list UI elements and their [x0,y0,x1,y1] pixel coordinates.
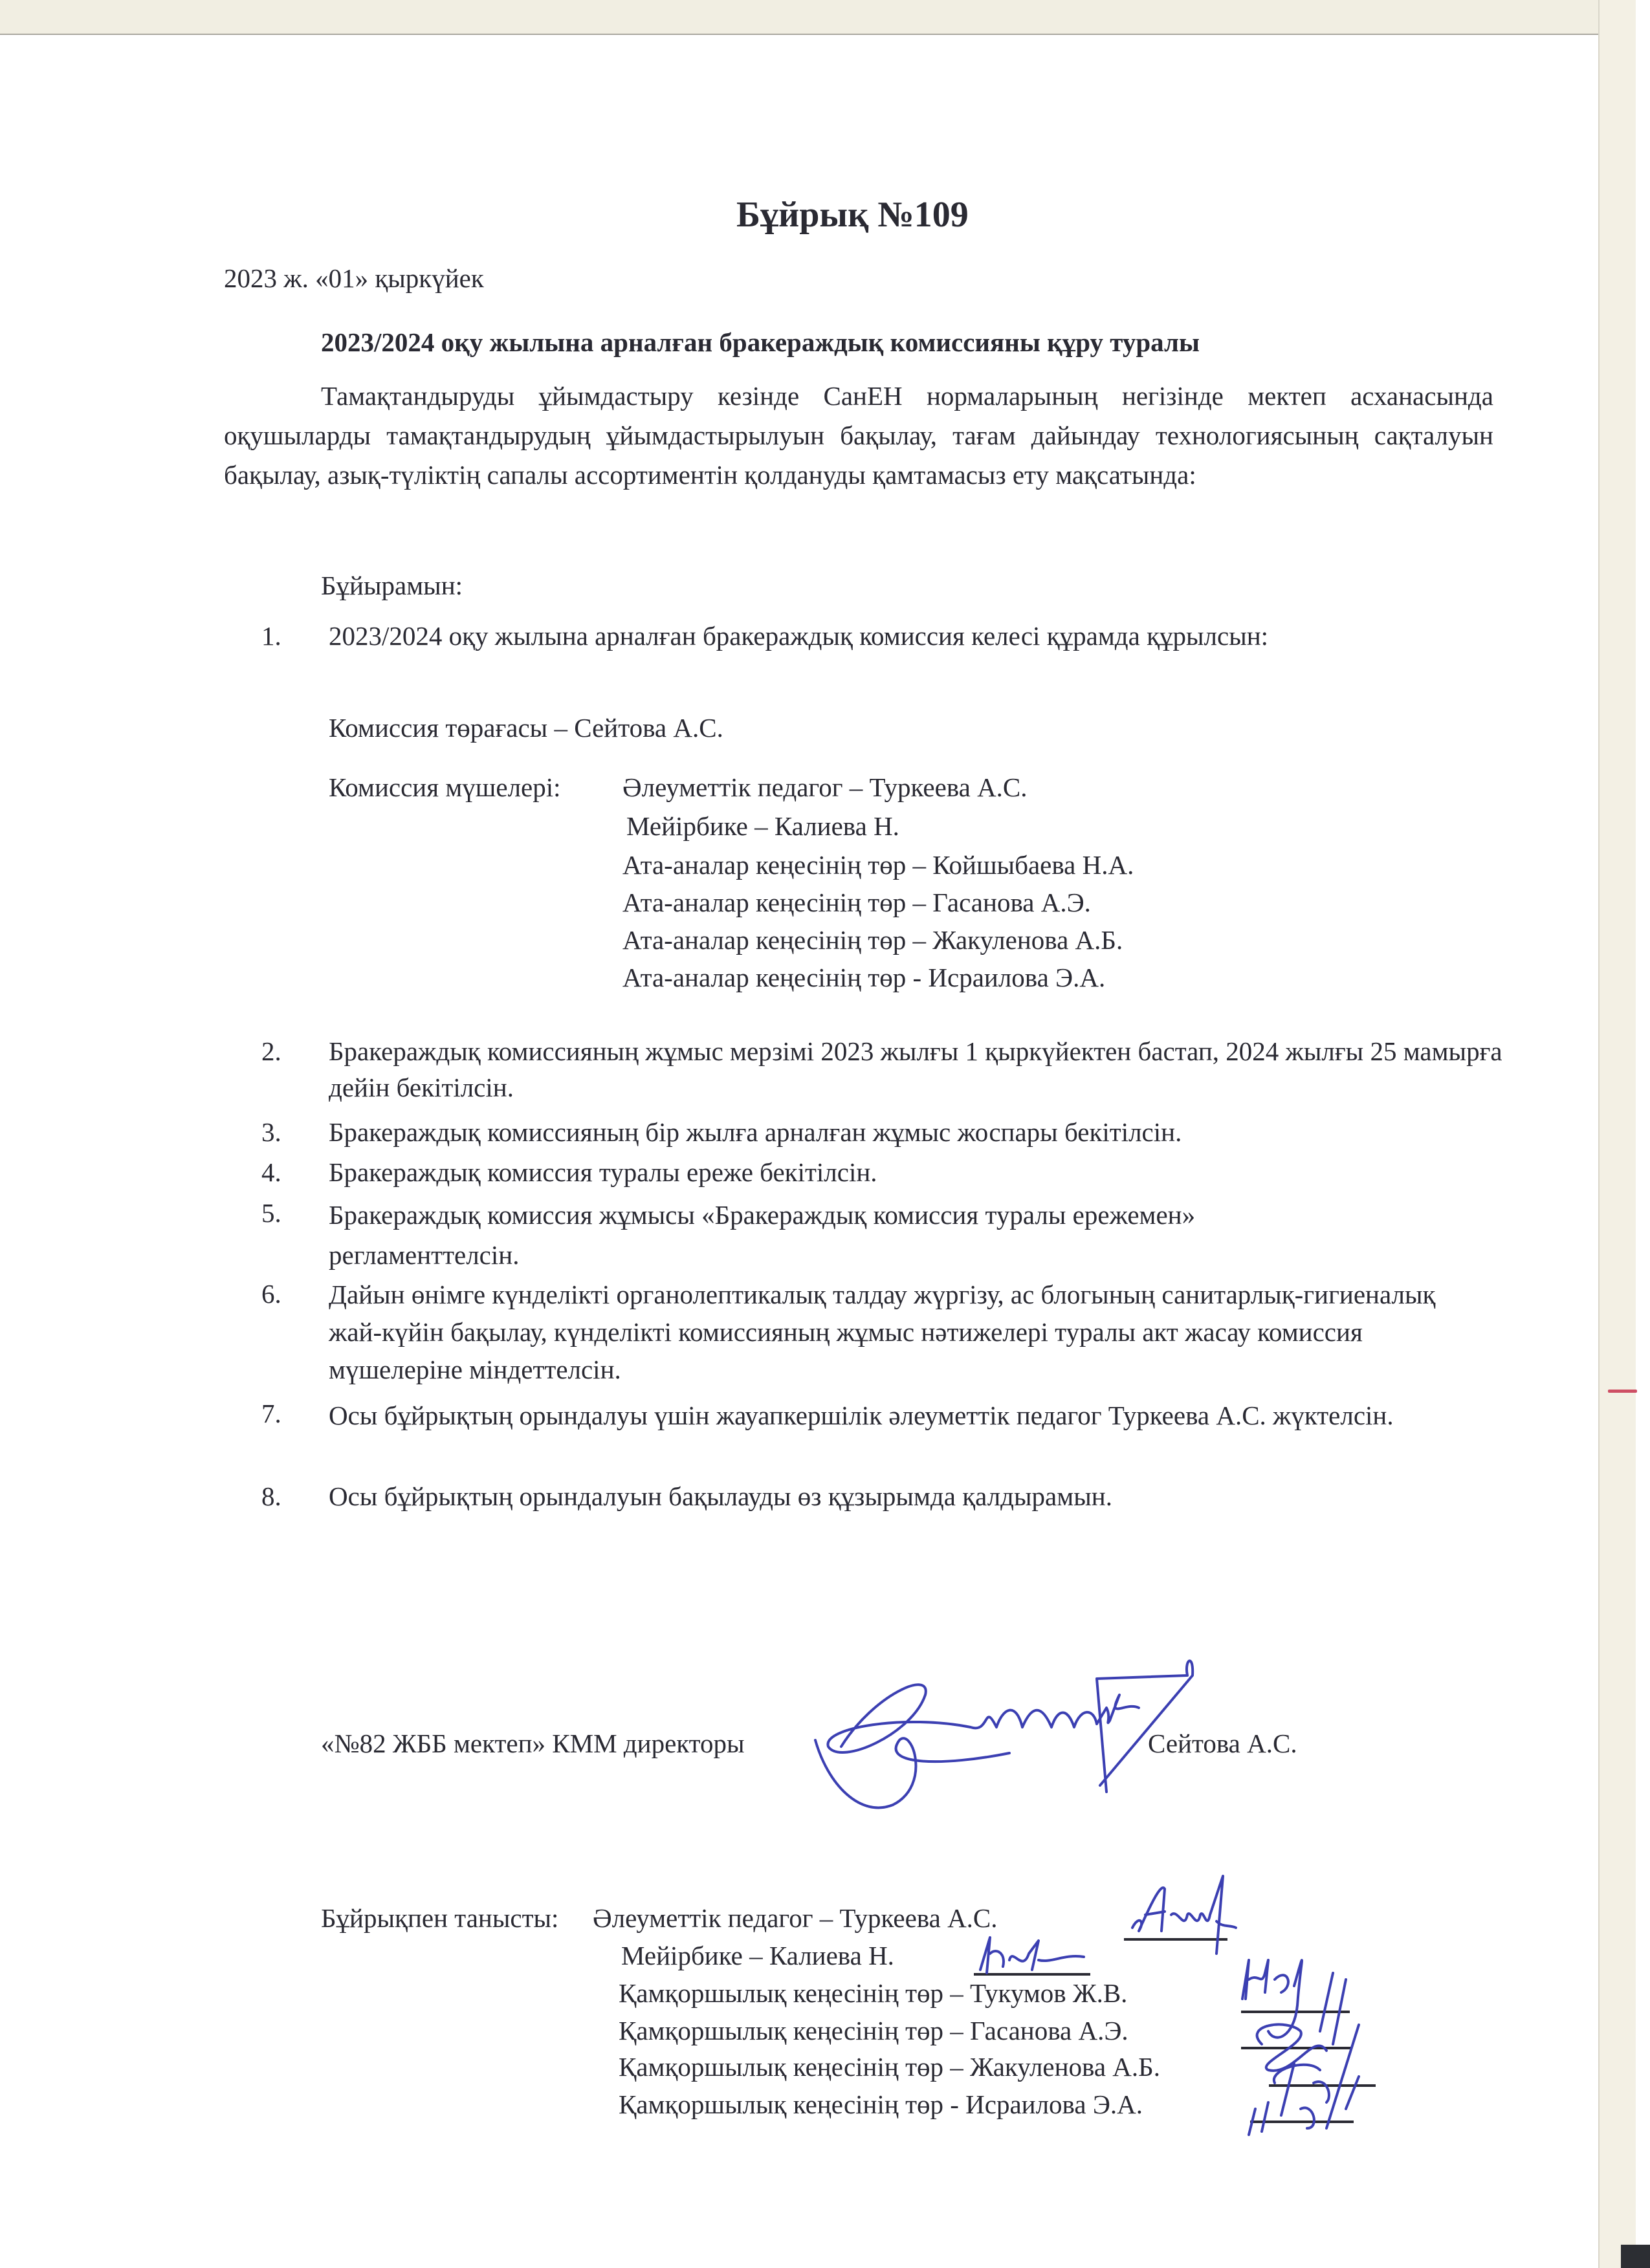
commission-member: Ата-аналар кеңесінің төр – Жакуленова А.Б. [622,925,1123,955]
commission-chair: Комиссия төрағасы – Сейтова А.С. [329,713,723,743]
item-number: 7. [261,1399,281,1428]
margin-red-mark [1608,1390,1637,1393]
item-number: 5. [261,1198,281,1228]
order-item: Осы бұйрықтың орындалуы үшін жауапкершілік әлеуметтік педагог Туркеева А.С. жүктелсін. [329,1401,1394,1430]
acknowledgment-label: Бұйрықпен танысты: [321,1903,559,1933]
scanner-edge [1636,0,1650,2268]
commission-member: Мейірбике – Калиева Н. [626,811,899,841]
order-item: Осы бұйрықтың орындалуын бақылауды өз құзырымда қалдырамын. [329,1481,1112,1511]
commission-member: Ата-аналар кеңесінің төр – Койшыбаева Н.А. [622,850,1134,880]
director-signature [802,1656,1255,1818]
item-number: 8. [261,1481,281,1511]
signature-kalieva [974,1934,1097,1986]
order-item: Бракераждық комиссияның жұмыс мерзімі 2023 жылғы 1 қыркүйектен бастап, 2024 жылғы 25 мамырға дейін бекітілсін. [329,1036,1502,1102]
signature-turkeeva [1126,1876,1255,1954]
acknowledgment-person: Мейірбике – Калиева Н. [621,1941,894,1970]
commission-member: Ата-аналар кеңесінің төр - Исраилова Э.А. [622,963,1106,992]
document-title: Бұйрық №109 [736,195,969,235]
document-subject: 2023/2024 оқу жылына арналған бракераждық комиссияны құру туралы [321,327,1200,357]
acknowledgment-person: Қамқоршылық кеңесінің төр – Жакуленова А.Б. [619,2052,1160,2082]
signature-council-members [1229,1947,1378,2135]
preamble-paragraph: Тамақтандыруды ұйымдастыру кезінде СанЕН нормаларының негізінде мектеп асханасында оқушыларды тамақтандырудың ұйымдастырылуын бақылау, тағам дайындау технологиясының сақталуын бақылау, азық-түліктің сапалы ассортиментін қолдануды қамтамасыз ету мақсатында: [224,381,1493,490]
scanner-border-right [1598,0,1637,2268]
commission-member: Әлеуметтік педагог – Туркеева А.С. [622,772,1028,802]
director-name: Сейтова А.С. [1148,1728,1297,1758]
order-item: Бракераждық комиссия жұмысы «Бракераждық комиссия туралы ережемен» регламенттелсін. [329,1200,1196,1270]
order-item: 2023/2024 оқу жылына арналған бракераждық комиссия келесі құрамда құрылсын: [329,621,1269,651]
acknowledgment-person: Қамқоршылық кеңесінің төр – Тукумов Ж.В. [619,1978,1128,2008]
commission-members-label: Комиссия мүшелері: [329,772,561,802]
item-number: 4. [261,1157,281,1187]
order-word: Бұйырамын: [321,571,463,600]
acknowledgment-person: Әлеуметтік педагог – Туркеева А.С. [593,1903,998,1933]
document-date: 2023 ж. «01» қыркүйек [224,263,484,293]
item-number: 1. [261,621,281,651]
acknowledgment-person: Қамқоршылық кеңесінің төр – Гасанова А.Э. [619,2016,1128,2045]
order-item: Дайын өнімге күнделікті органолептикалық талдау жүргізу, ас блогының санитарлық-гигиеналық жай-күйін бақылау, күнделікті комиссияның жұмыс нәтижелері туралы акт жасау комиссия мүшелеріне міндеттелсін. [329,1280,1436,1384]
item-number: 6. [261,1279,281,1309]
item-number: 2. [261,1036,281,1066]
scanner-corner-right [1621,2245,1650,2268]
item-number: 3. [261,1117,281,1147]
director-position: «№82 ЖББ мектеп» КММ директоры [321,1728,745,1758]
order-item: Бракераждық комиссия туралы ереже бекітілсін. [329,1157,877,1187]
commission-member: Ата-аналар кеңесінің төр – Гасанова А.Э. [622,888,1091,917]
scanner-border-top [0,0,1650,35]
order-item: Бракераждық комиссияның бір жылға арналған жұмыс жоспары бекітілсін. [329,1117,1182,1147]
acknowledgment-person: Қамқоршылық кеңесінің төр - Исраилова Э.А. [619,2089,1143,2119]
